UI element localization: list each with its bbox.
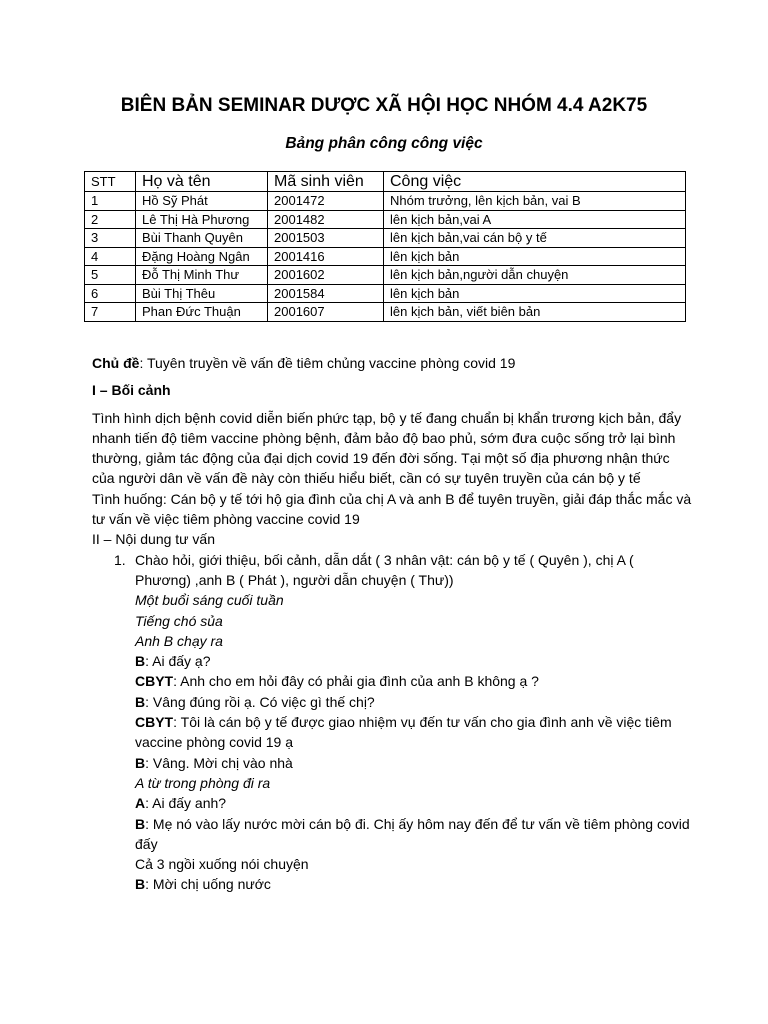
cell-stt: 2 <box>85 210 136 229</box>
topic-text: : Tuyên truyền về vấn đề tiêm chủng vaccine phòng covid 19 <box>139 355 516 371</box>
dialogue-line <box>92 793 692 813</box>
section-heading-content: II – Nội dung tư vấn <box>92 531 215 548</box>
document-subtitle: Bảng phân công công việc <box>285 135 483 152</box>
assignment-table <box>84 171 686 322</box>
dialogue-line <box>92 671 692 691</box>
dialogue-text: : Mời chị uống nước <box>145 876 271 893</box>
speaker-label: B <box>135 653 146 670</box>
dialogue-text: : Mẹ nó vào lấy nước mời cán bộ đi. Chị ấy hôm nay đến để tư vấn về tiêm phòng covid đấy <box>135 815 690 852</box>
cell-name: Đỗ Thị Minh Thư <box>136 266 268 285</box>
header-name: Họ và tên <box>136 172 268 192</box>
cell-task: lên kịch bản,người dẫn chuyện <box>384 266 686 285</box>
dialogue-text: : Tôi là cán bộ y tế được giao nhiệm vụ đến tư vấn cho gia đình anh về việc tiêm vaccine phòng covid 19 ạ <box>135 714 672 751</box>
cell-task: lên kịch bản <box>384 284 686 303</box>
narration-line: A từ trong phòng đi ra <box>135 774 271 791</box>
cell-task: lên kịch bản,vai cán bộ y tế <box>384 229 686 248</box>
table-row <box>85 284 686 303</box>
list-item-text: Chào hỏi, giới thiệu, bối cảnh, dẫn dắt ( 3 nhân vật: cán bộ y tế ( Quyên ), chị A ( Phương) ,anh B ( Phát ), người dẫn chuyện ( Thư)) <box>135 551 634 588</box>
speaker-label: B <box>135 693 146 710</box>
cell-stt: 1 <box>85 192 136 211</box>
numbered-list <box>92 550 692 591</box>
table-row <box>85 210 686 229</box>
table-row <box>85 266 686 285</box>
speaker-label: A <box>135 795 146 812</box>
speaker-label: B <box>135 876 146 893</box>
cell-student-id: 2001602 <box>268 266 384 285</box>
dialogue-line <box>92 692 692 712</box>
dialogue-line <box>92 753 692 773</box>
cell-student-id: 2001416 <box>268 247 384 266</box>
cell-task: Nhóm trưởng, lên kịch bản, vai B <box>384 192 686 211</box>
cell-stt: 7 <box>85 303 136 322</box>
cell-stt: 5 <box>85 266 136 285</box>
cell-stt: 4 <box>85 247 136 266</box>
document-title: BIÊN BẢN SEMINAR DƯỢC XÃ HỘI HỌC NHÓM 4.4 A2K75 <box>120 95 648 116</box>
table-row <box>85 303 686 322</box>
speaker-label: B <box>135 815 146 832</box>
table-row <box>85 247 686 266</box>
narration-line: Cả 3 ngồi xuống nói chuyện <box>135 856 309 873</box>
cell-name: Bùi Thanh Quyên <box>136 229 268 248</box>
cell-stt: 3 <box>85 229 136 248</box>
header-student-id: Mã sinh viên <box>268 172 384 192</box>
cell-student-id: 2001584 <box>268 284 384 303</box>
cell-student-id: 2001472 <box>268 192 384 211</box>
topic-line <box>92 353 692 373</box>
document-body <box>92 353 692 895</box>
cell-student-id: 2001503 <box>268 229 384 248</box>
table-row <box>85 192 686 211</box>
dialogue-text: : Ai đấy ạ? <box>145 653 211 670</box>
cell-name: Hồ Sỹ Phát <box>136 192 268 211</box>
dialogue-line <box>92 814 692 855</box>
cell-stt: 6 <box>85 284 136 303</box>
cell-student-id: 2001607 <box>268 303 384 322</box>
cell-name: Phan Đức Thuận <box>136 303 268 322</box>
list-number: 1. <box>114 551 126 568</box>
section-heading-context: I – Bối cảnh <box>92 382 171 399</box>
cell-name: Đặng Hoàng Ngân <box>136 247 268 266</box>
cell-task: lên kịch bản, viết biên bản <box>384 303 686 322</box>
narration-line: Tiếng chó sủa <box>135 612 223 629</box>
dialogue-line <box>92 874 692 894</box>
header-stt: STT <box>85 172 136 192</box>
speaker-label: B <box>135 754 146 771</box>
cell-task: lên kịch bản <box>384 247 686 266</box>
situation-paragraph: Tình huống: Cán bộ y tế tới hộ gia đình của chị A và anh B để tuyên truyền, giải đáp thắc mắc và tư vấn về việc tiêm phòng vaccine covid 19 <box>92 490 692 528</box>
cell-name: Bùi Thị Thêu <box>136 284 268 303</box>
dialogue-line <box>92 712 692 753</box>
dialogue-text: : Ai đấy anh? <box>145 795 227 812</box>
cell-name: Lê Thị Hà Phương <box>136 210 268 229</box>
header-task: Công việc <box>384 172 686 192</box>
table-row <box>85 229 686 248</box>
narration-line: Một buổi sáng cuối tuần <box>135 592 284 609</box>
table-header-row <box>85 172 686 192</box>
speaker-label: CBYT <box>135 673 174 690</box>
cell-task: lên kịch bản,vai A <box>384 210 686 229</box>
dialogue-line <box>92 651 692 671</box>
cell-student-id: 2001482 <box>268 210 384 229</box>
narration-line: Anh B chạy ra <box>135 632 223 649</box>
context-paragraph: Tình hình dịch bệnh covid diễn biến phức tạp, bộ y tế đang chuẩn bị khẩn trương kịch bản, đẩy nhanh tiến độ tiêm vaccine phòng bệnh, đảm bảo độ bao phủ, sớm đưa cuộc sống trở lại bình thường, giảm tác động của đại dịch covid 19 đến đời sống. Tại một số địa phương nhận thức của người dân về vấn đề này còn thiếu hiểu biết, cần có sự tuyên truyền của cán bộ y tế <box>92 409 682 487</box>
dialogue-text: : Vâng. Mời chị vào nhà <box>145 754 293 771</box>
topic-label: Chủ đề <box>92 355 140 371</box>
dialogue-text: : Anh cho em hỏi đây có phải gia đình của anh B không ạ ? <box>173 673 539 690</box>
speaker-label: CBYT <box>135 714 174 731</box>
list-item <box>92 550 692 591</box>
dialogue-text: : Vâng đúng rồi ạ. Có việc gì thế chị? <box>145 693 375 710</box>
